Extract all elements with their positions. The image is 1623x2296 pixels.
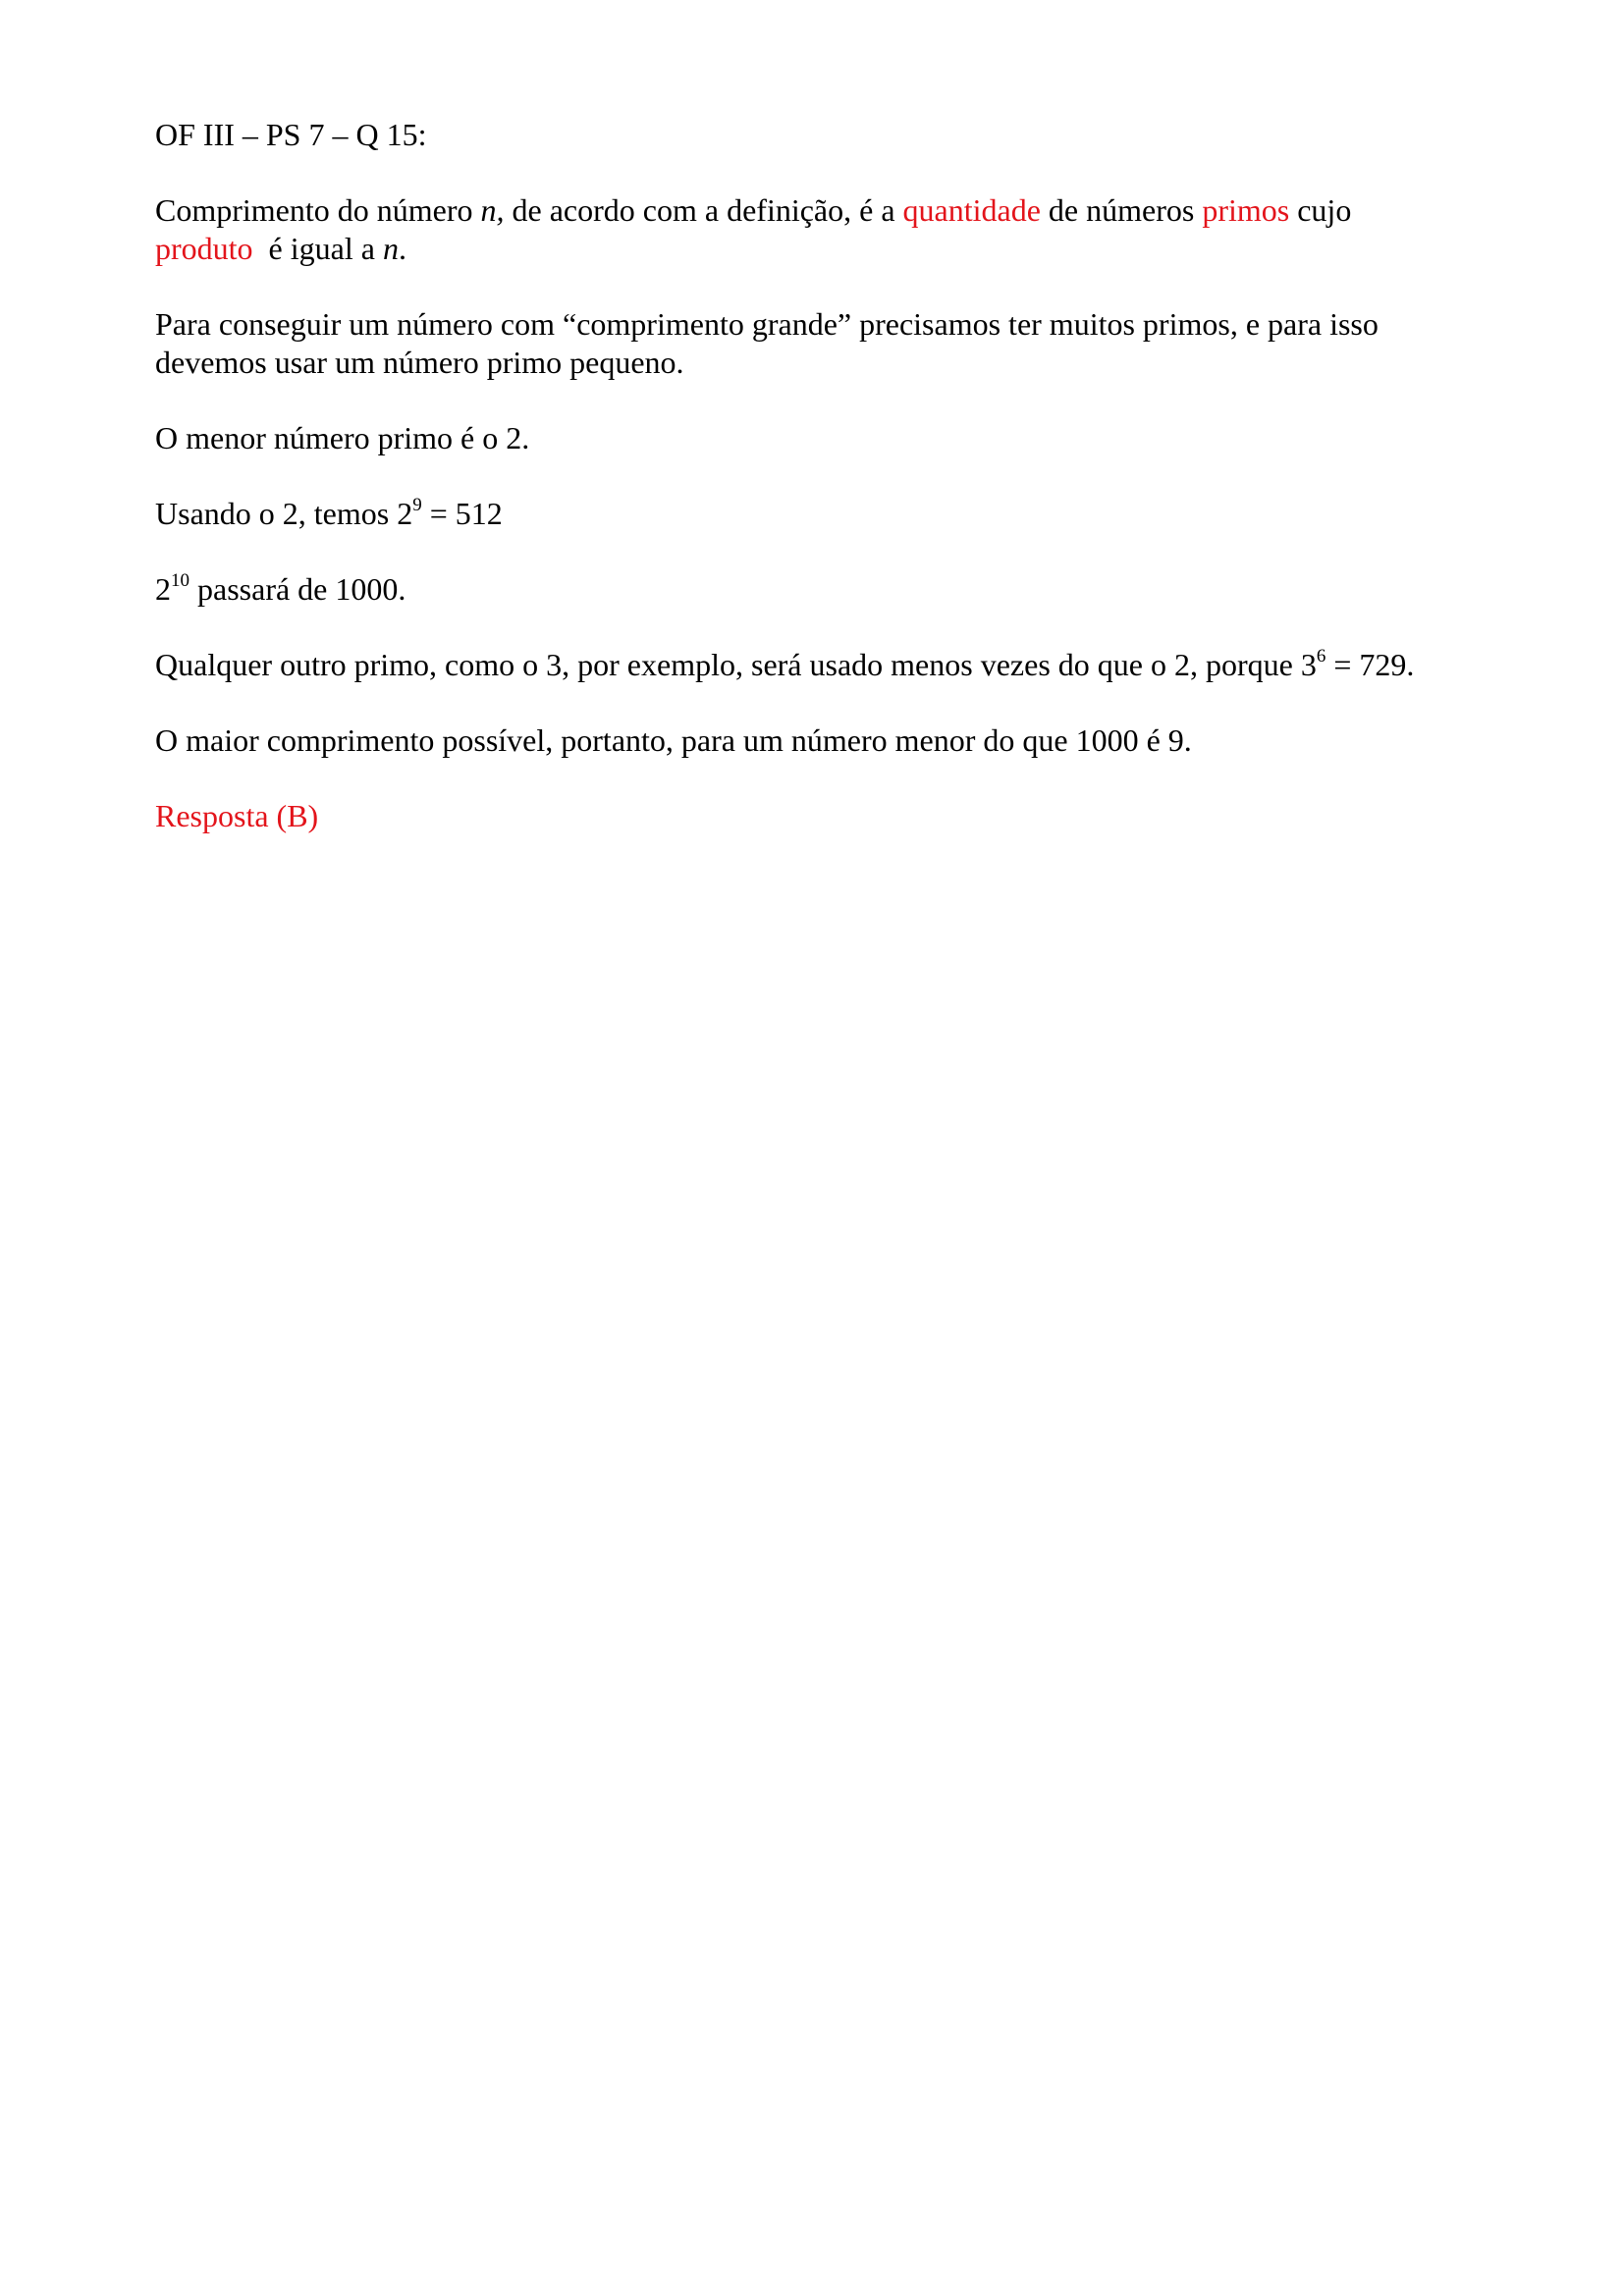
highlight-quantidade: quantidade (902, 192, 1041, 228)
exceeds-paragraph (155, 570, 1530, 609)
other-prime-paragraph (155, 646, 1530, 684)
variable-n-2: n (382, 231, 399, 266)
conclusion-paragraph: O maior comprimento possível, portanto, para um número menor do que 1000 é 9. (155, 722, 1192, 758)
exponent-9: 9 (412, 495, 422, 516)
power-of-two-paragraph (155, 495, 1530, 533)
power-text-1: Usando o 2, temos 2 (155, 496, 413, 531)
definition-text-1: Comprimento do número (155, 192, 481, 228)
question-heading: OF III – PS 7 – Q 15: (155, 117, 427, 152)
exponent-10: 10 (171, 570, 189, 592)
strategy-paragraph: Para conseguir um número com “comprimento grande” precisamos ter muitos primos, e para isso devemos usar um número primo pequeno. (155, 306, 1379, 380)
definition-paragraph (155, 191, 1530, 268)
highlight-primos: primos (1202, 192, 1290, 228)
exponent-6: 6 (1316, 646, 1326, 667)
exceeds-text-1: 2 (155, 571, 171, 607)
definition-text-3: de números (1040, 192, 1203, 228)
definition-text-5: é igual a (252, 231, 383, 266)
definition-text-2: de acordo com a definição, é a (504, 192, 903, 228)
document-body (155, 116, 1530, 873)
answer-line: Resposta (B) (155, 798, 319, 833)
highlight-produto: produto (155, 231, 253, 266)
definition-text-4: cujo (1289, 192, 1352, 228)
smallest-prime-paragraph: O menor número primo é o 2. (155, 420, 530, 455)
power-text-2: = 512 (421, 496, 503, 531)
exceeds-text-2: passará de 1000. (189, 571, 406, 607)
other-prime-text-2: = 729. (1325, 647, 1415, 682)
other-prime-text-1: Qualquer outro primo, como o 3, por exemplo, será usado menos vezes do que o 2, porque 3 (155, 647, 1317, 682)
variable-n: n, (480, 192, 505, 228)
definition-text-6: . (398, 231, 406, 266)
